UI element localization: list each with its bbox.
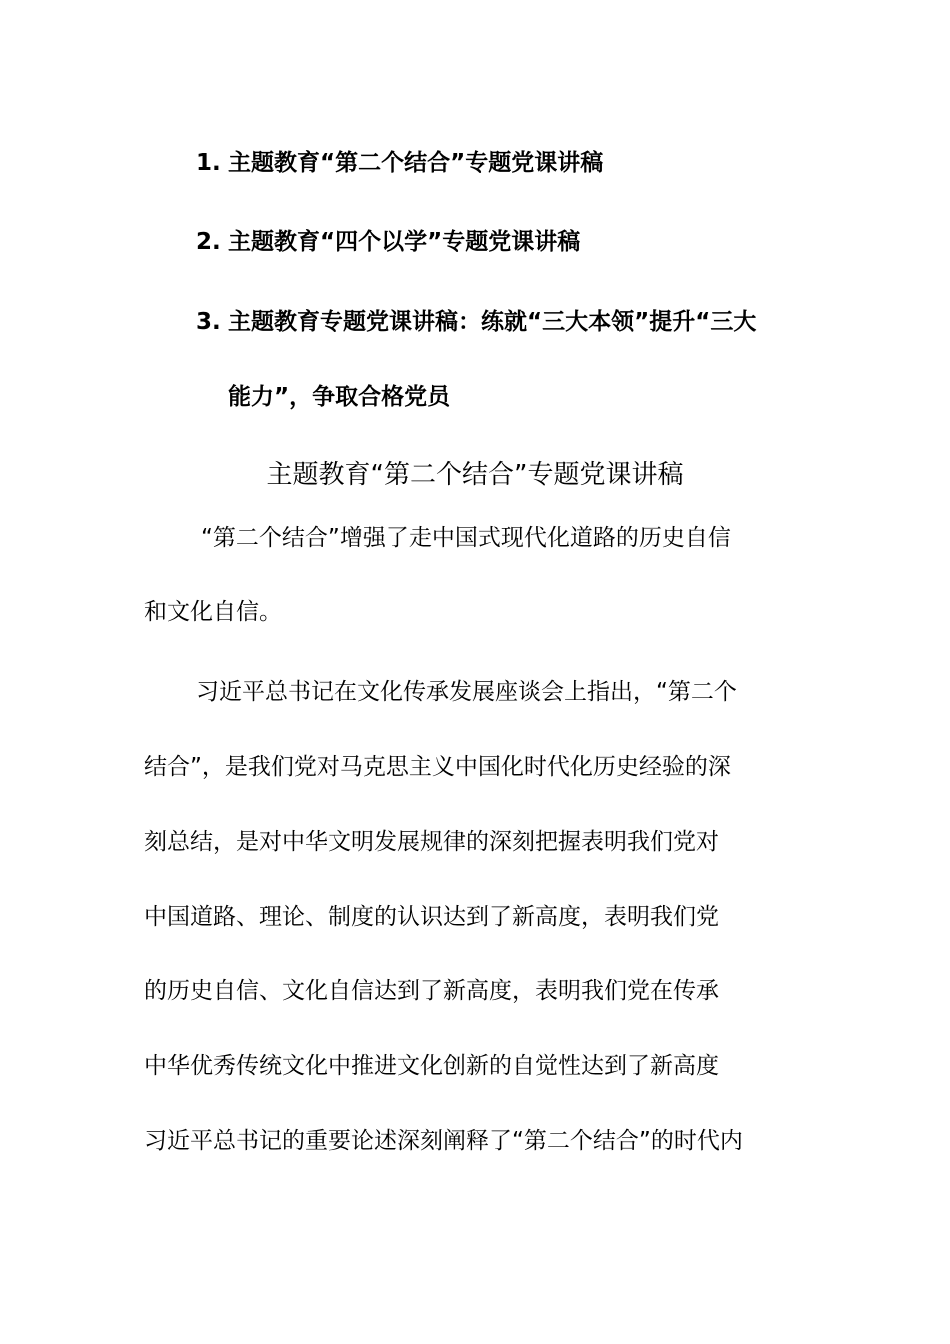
toc-item-3[interactable] [196, 285, 816, 359]
paragraph-line: 习近平总书记在文化传承发展座谈会上指出，“第二个 [196, 679, 737, 705]
paragraph-line: 的历史自信、文化自信达到了新高度，表明我们党在传承 [144, 978, 719, 1004]
toc-item-number: 2. [196, 229, 221, 255]
paragraph-line: 和文化自信。 [144, 599, 282, 625]
paragraph-line: 中华优秀传统文化中推进文化创新的自觉性达到了新高度 [144, 1053, 719, 1079]
toc-item-number: 1. [196, 150, 221, 176]
toc-item-text: 主题教育“第二个结合”专题党课讲稿 [228, 150, 604, 176]
toc-item-number: 3. [196, 309, 221, 335]
paragraph-line: 习近平总书记的重要论述深刻阐释了“第二个结合”的时代内 [144, 1128, 743, 1154]
toc-item-text: 主题教育专题党课讲稿：练就“三大本领”提升“三大 [228, 309, 757, 335]
paragraph-line: 中国道路、理论、制度的认识达到了新高度，表明我们党 [144, 904, 719, 930]
paragraph-line: 刻总结，是对中华文明发展规律的深刻把握表明我们党对 [144, 829, 719, 855]
toc-item-3-continuation[interactable]: 能力”，争取合格党员 [228, 384, 451, 410]
paragraph-line: 结合”，是我们党对马克思主义中国化时代化历史经验的深 [144, 754, 731, 780]
document-title: 主题教育“第二个结合”专题党课讲稿 [266, 460, 684, 490]
toc-item-2[interactable] [196, 205, 816, 279]
toc-item-text: 主题教育“四个以学”专题党课讲稿 [228, 229, 581, 255]
paragraph-line: “第二个结合”增强了走中国式现代化道路的历史自信 [201, 525, 731, 551]
toc-item-1[interactable] [196, 126, 816, 200]
